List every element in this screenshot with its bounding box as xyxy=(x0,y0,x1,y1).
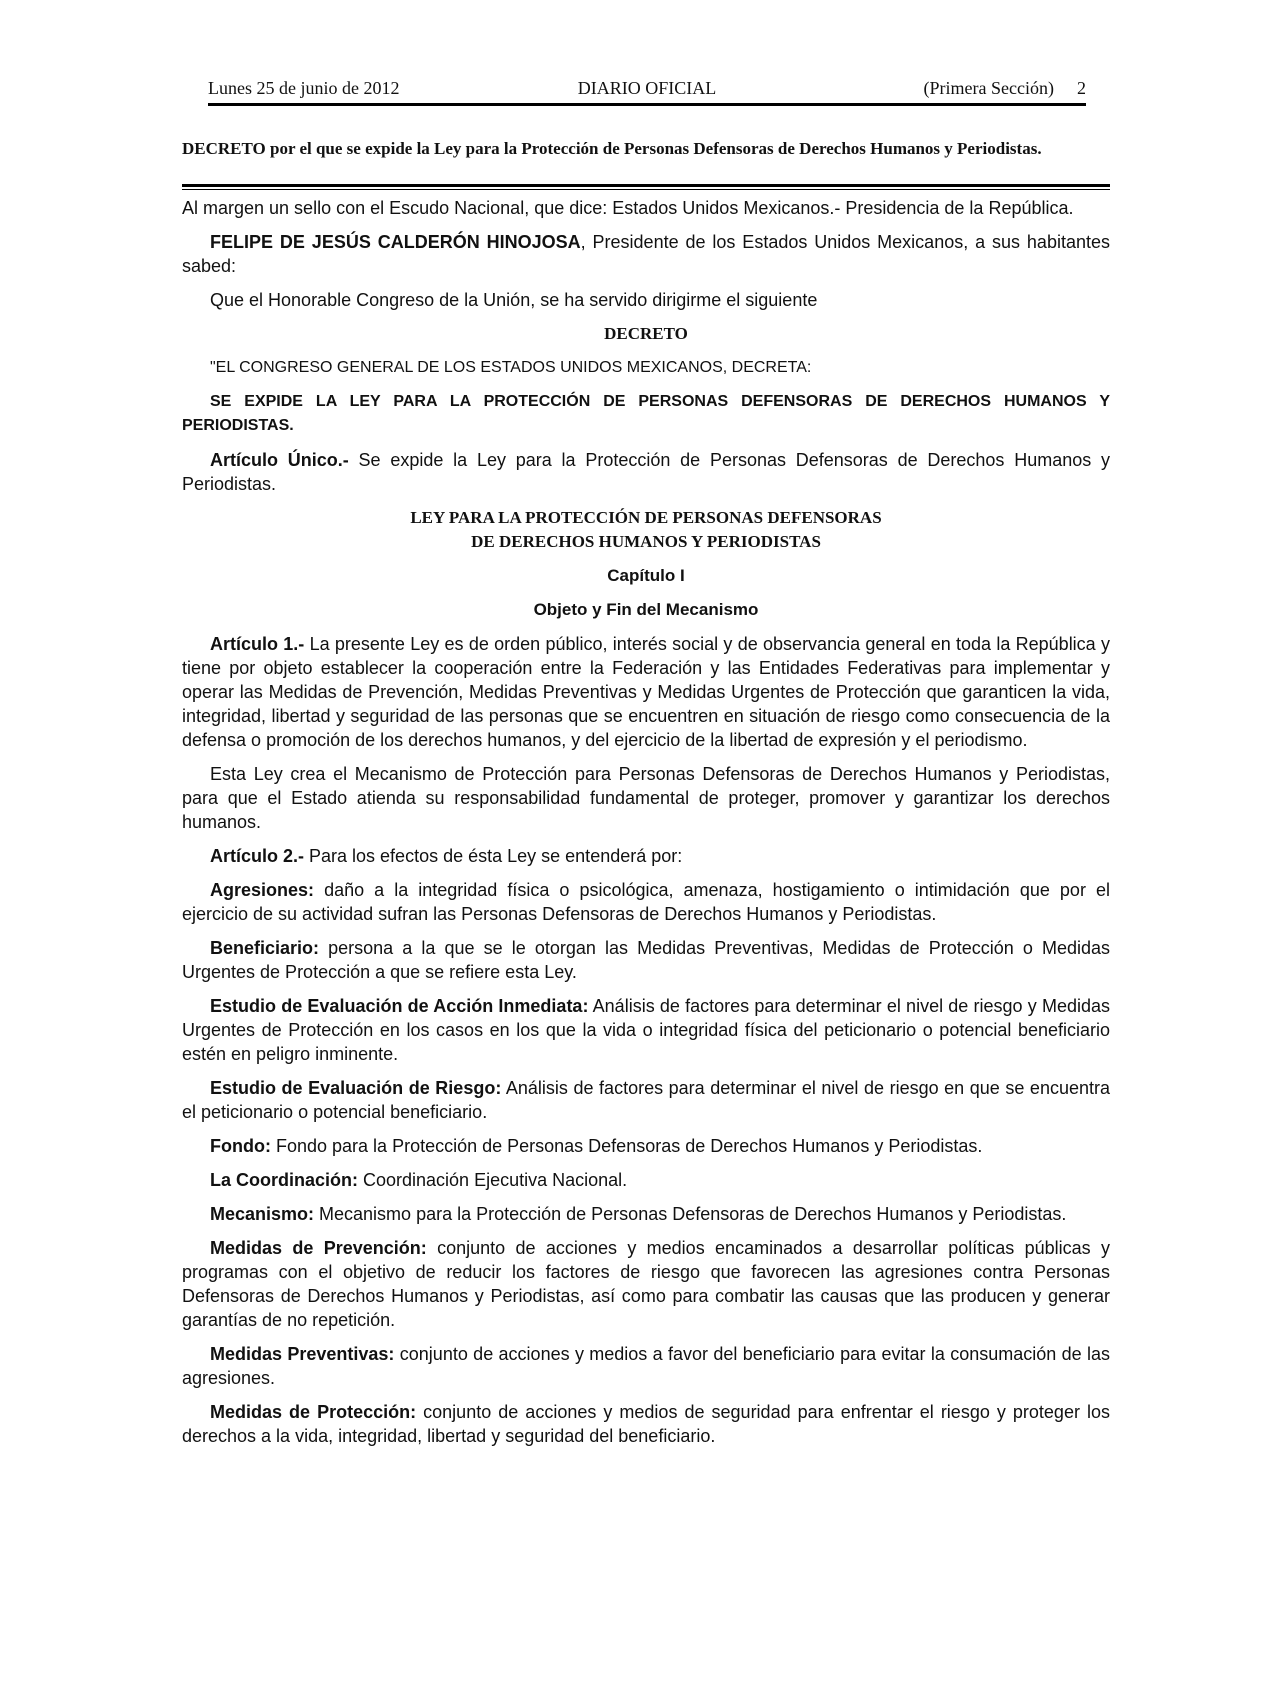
definition-term: La Coordinación: xyxy=(210,1170,358,1190)
se-expide-paragraph xyxy=(182,390,1110,438)
running-header xyxy=(208,78,1086,104)
decreto-heading: DECRETO xyxy=(604,324,688,343)
articulo-unico-paragraph xyxy=(182,448,1110,496)
definition-item xyxy=(182,1168,1110,1192)
definition-text: Análisis de factores para determinar el nivel de riesgo y Medidas Urgentes de Protección en los casos en los que la vida o integridad física del peticionario o potencial beneficiario estén en peligro inminente. xyxy=(182,996,1110,1064)
definition-text: Análisis de factores para determinar el nivel de riesgo en que se encuentra el peticionario o potencial beneficiario. xyxy=(182,1078,1110,1122)
definition-item xyxy=(182,1076,1110,1124)
congress-decree-line: "EL CONGRESO GENERAL DE LOS ESTADOS UNIDOS MEXICANOS, DECRETA: xyxy=(210,359,812,376)
definition-term: Estudio de Evaluación de Acción Inmediata: xyxy=(210,996,589,1016)
definition-item xyxy=(182,994,1110,1066)
article-1-paragraph-2: Esta Ley crea el Mecanismo de Protección para Personas Defensoras de Derechos Humanos y Periodistas, para que el Estado atienda su responsabilidad fundamental de proteger, promover y garantizar los derechos humanos. xyxy=(182,764,1110,832)
article-1-paragraph xyxy=(182,632,1110,752)
definition-text: persona a la que se le otorgan las Medidas Preventivas, Medidas de Protección o Medidas Urgentes de Protección a que se refiere esta Ley. xyxy=(182,938,1110,982)
definition-term: Medidas Preventivas: xyxy=(210,1344,395,1364)
congress-paragraph: Que el Honorable Congreso de la Unión, se ha servido dirigirme el siguiente xyxy=(210,290,818,310)
law-title-line-1: LEY PARA LA PROTECCIÓN DE PERSONAS DEFENSORAS xyxy=(410,508,882,527)
chapter-heading: Capítulo I xyxy=(607,566,685,585)
definition-term: Medidas de Protección: xyxy=(210,1402,417,1422)
decree-title: DECRETO por el que se expide la Ley para la Protección de Personas Defensoras de Derechos Humanos y Periodistas. xyxy=(182,139,1042,158)
article-2-text: Para los efectos de ésta Ley se entenderá por: xyxy=(304,846,683,866)
president-text: , Presidente de los Estados Unidos Mexicanos, a sus habitantes sabed: xyxy=(182,232,1110,276)
article-2-label: Artículo 2.- xyxy=(210,846,305,866)
law-title xyxy=(182,506,1110,554)
definition-term: Mecanismo: xyxy=(210,1204,315,1224)
definition-text: conjunto de acciones y medios de seguridad para enfrentar el riesgo y proteger los derechos a la vida, integridad, libertad y seguridad del beneficiario. xyxy=(182,1402,1110,1446)
articulo-unico-text: Se expide la Ley para la Protección de Personas Defensoras de Derechos Humanos y Periodistas. xyxy=(182,450,1111,494)
definition-text: conjunto de acciones y medios encaminados a desarrollar políticas públicas y programas con el objetivo de reducir los factores de riesgo que favorecen las agresiones contra Personas Defensoras de Derechos Humanos y Periodistas, así como para combatir las causas que las producen y generar garantías de no repetición. xyxy=(182,1238,1111,1330)
chapter-title: Objeto y Fin del Mecanismo xyxy=(533,600,759,619)
article-1-label: Artículo 1.- xyxy=(210,634,305,654)
header-rule xyxy=(208,103,1086,106)
header-date: Lunes 25 de junio de 2012 xyxy=(208,78,400,98)
definition-text: Coordinación Ejecutiva Nacional. xyxy=(358,1170,628,1190)
definition-text: Fondo para la Protección de Personas Defensoras de Derechos Humanos y Periodistas. xyxy=(270,1136,983,1156)
articulo-unico-label: Artículo Único.- xyxy=(210,450,349,470)
se-expide-text: SE EXPIDE LA LEY PARA LA PROTECCIÓN DE PERSONAS DEFENSORAS DE DERECHOS HUMANOS Y PERIODISTAS xyxy=(182,393,1110,434)
definition-item xyxy=(182,1236,1110,1332)
definition-item xyxy=(182,936,1110,984)
seal-paragraph: Al margen un sello con el Escudo Nacional, que dice: Estados Unidos Mexicanos.- Presidencia de la República. xyxy=(182,198,1074,218)
president-name: FELIPE DE JESÚS CALDERÓN HINOJOSA xyxy=(210,232,581,252)
title-rule-thin xyxy=(182,189,1110,190)
header-publication: DIARIO OFICIAL xyxy=(577,78,717,98)
definition-text: conjunto de acciones y medios a favor del beneficiario para evitar la consumación de las agresiones. xyxy=(182,1344,1111,1388)
definition-term: Fondo: xyxy=(210,1136,271,1156)
definition-text: daño a la integridad física o psicológica, amenaza, hostigamiento o intimidación que por el ejercicio de su actividad sufran las Personas Defensoras de Derechos Humanos y Periodistas. xyxy=(182,880,1110,924)
definition-item xyxy=(182,1134,1110,1158)
document-body xyxy=(182,196,1110,1458)
header-section: (Primera Sección) xyxy=(923,78,1054,98)
definition-term: Agresiones: xyxy=(210,880,315,900)
definition-item xyxy=(182,1400,1110,1448)
definition-item xyxy=(182,1342,1110,1390)
header-page-number: 2 xyxy=(1077,78,1086,98)
definition-text: Mecanismo para la Protección de Personas Defensoras de Derechos Humanos y Periodistas. xyxy=(314,1204,1067,1224)
president-paragraph xyxy=(182,230,1110,278)
article-1-text: La presente Ley es de orden público, interés social y de observancia general en toda la República y tiene por objeto establecer la cooperación entre la Federación y las Entidades Federativas para implementar y operar las Medidas de Prevención, Medidas Preventivas y Medidas Urgentes de Protección que garanticen la vida, integridad, libertad y seguridad de las personas que se encuentren en situación de riesgo como consecuencia de la defensa o promoción de los derechos humanos, y del ejercicio de la libertad de expresión y el periodismo. xyxy=(182,634,1110,750)
definition-item xyxy=(182,878,1110,926)
definition-term: Beneficiario: xyxy=(210,938,320,958)
article-2-paragraph xyxy=(182,844,1110,868)
se-expide-end: . xyxy=(289,417,294,434)
definition-term: Medidas de Prevención: xyxy=(210,1238,427,1258)
definition-term: Estudio de Evaluación de Riesgo: xyxy=(210,1078,502,1098)
law-title-line-2: DE DERECHOS HUMANOS Y PERIODISTAS xyxy=(471,532,821,551)
title-rule-thick xyxy=(182,184,1110,187)
definition-item xyxy=(182,1202,1110,1226)
